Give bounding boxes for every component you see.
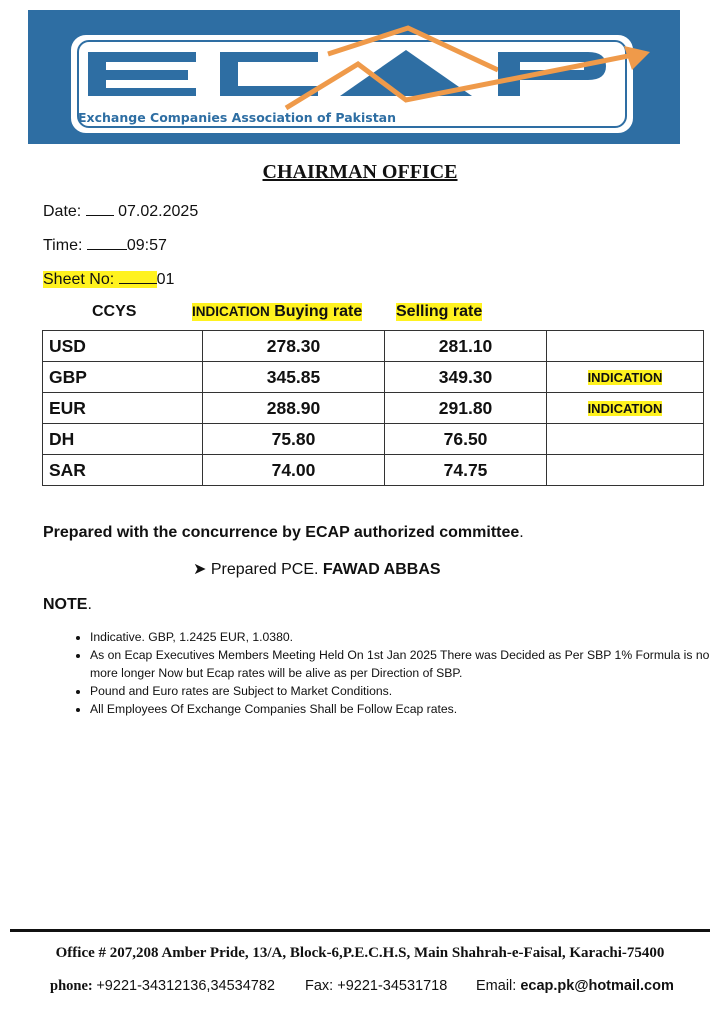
ccys-header: CCYS (92, 303, 137, 320)
selling-header: Selling rate (396, 303, 483, 320)
banner-subtitle: Exchange Companies Association of Pakistan (78, 110, 396, 125)
indication-badge: INDICATION (587, 369, 663, 385)
buy-cell: 278.30 (202, 331, 384, 362)
sell-cell: 349.30 (385, 362, 547, 393)
buying-header (192, 303, 362, 321)
sheet-value: 01 (156, 271, 175, 288)
email-value[interactable]: ecap.pk@hotmail.com (520, 978, 674, 994)
table-row (43, 393, 704, 424)
email-label: Email: (476, 978, 521, 994)
table-row (43, 424, 704, 455)
phone-value: +9221-34312136,34534782 (96, 978, 275, 994)
title-text: CHAIRMAN OFFICE (262, 161, 458, 183)
ccy-cell: EUR (43, 393, 203, 424)
prepared-by-name: FAWAD ABBAS (322, 561, 441, 578)
notes-list (70, 628, 710, 718)
note-heading: NOTE. (43, 596, 92, 613)
flag-cell (547, 331, 704, 362)
list-item: • Pound and Euro rates are Subject to Market Conditions. (90, 682, 710, 700)
page-title (0, 161, 720, 184)
time-blank (87, 237, 127, 250)
footer-divider (10, 929, 710, 932)
buy-cell: 74.00 (202, 455, 384, 486)
prepared-by-label: Prepared PCE. (210, 561, 323, 578)
fax-value: +9221-34531718 (337, 978, 448, 994)
sell-cell: 74.75 (385, 455, 547, 486)
sell-cell: 291.80 (385, 393, 547, 424)
time-line (43, 237, 167, 255)
ccy-cell: DH (43, 424, 203, 455)
time-label: Time: (43, 237, 87, 254)
sheet-label: Sheet No: (43, 271, 119, 288)
buy-cell: 345.85 (202, 362, 384, 393)
ecap-banner (28, 10, 680, 144)
sheet-blank (119, 271, 157, 284)
buying-label: Buying rate (269, 303, 363, 320)
phone-label: phone: (50, 978, 97, 994)
date-line (43, 203, 198, 221)
flag-cell (547, 362, 704, 393)
flag-cell (547, 455, 704, 486)
sell-cell: 281.10 (385, 331, 547, 362)
prepared-statement: Prepared with the concurrence by ECAP authorized committee. (43, 524, 524, 541)
indication-badge: INDICATION (587, 400, 663, 416)
sheet-label-highlight (43, 271, 157, 288)
date-blank (86, 203, 114, 216)
arrow-bullet-icon: ➤ (193, 561, 207, 578)
prepared-text: Prepared with the concurrence by ECAP authorized committee (43, 524, 520, 541)
table-row (43, 455, 704, 486)
indication-label: INDICATION (192, 304, 270, 319)
flag-cell (547, 393, 704, 424)
footer-phone (50, 978, 275, 995)
date-value: 07.02.2025 (113, 203, 199, 220)
ccy-cell: SAR (43, 455, 203, 486)
time-value: 09:57 (126, 237, 167, 254)
footer-address: Office # 207,208 Amber Pride, 13/A, Block-6,P.E.C.H.S, Main Shahrah-e-Faisal, Karachi-75400 (55, 945, 665, 961)
fax-label: Fax: (305, 978, 338, 994)
table-row (43, 331, 704, 362)
ccy-cell: USD (43, 331, 203, 362)
list-item: • Indicative. GBP, 1.2425 EUR, 1.0380. (90, 628, 710, 646)
buy-cell: 75.80 (202, 424, 384, 455)
prepared-by-line (193, 559, 441, 579)
ccy-cell: GBP (43, 362, 203, 393)
list-item: • All Employees Of Exchange Companies Shall be Follow Ecap rates. (90, 700, 710, 718)
note-label: NOTE (43, 596, 88, 613)
sheet-line (43, 271, 174, 289)
buy-cell: 288.90 (202, 393, 384, 424)
date-label: Date: (43, 203, 86, 220)
sell-cell: 76.50 (385, 424, 547, 455)
footer-fax (305, 978, 447, 994)
rates-table (42, 330, 704, 486)
table-row (43, 362, 704, 393)
list-item: • As on Ecap Executives Members Meeting Held On 1st Jan 2025 There was Decided as Per SBP 1% Formula is no more longer Now but Ecap rates will be alive as per Direction of SBP. (90, 646, 710, 682)
footer-email (476, 978, 674, 994)
flag-cell (547, 424, 704, 455)
